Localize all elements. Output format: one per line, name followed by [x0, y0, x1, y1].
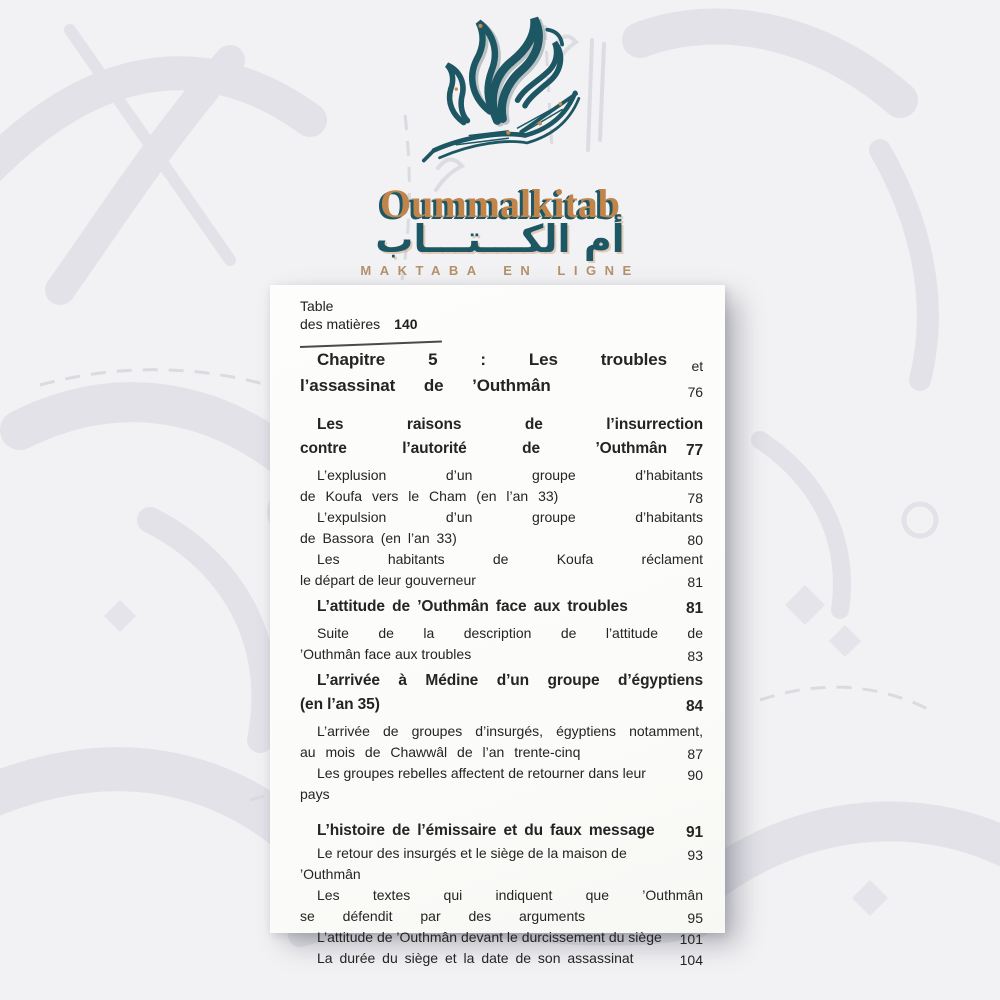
- toc-entry-text: le départ de leur gouverneur: [300, 572, 476, 588]
- toc-line: [300, 742, 703, 763]
- toc-entry-text: Les groupes rebelles affectent de retourner dans leur pays: [300, 765, 646, 802]
- toc-line: [300, 465, 703, 486]
- toc-line: [300, 927, 703, 948]
- toc-page-number: 81: [687, 574, 703, 590]
- toc-line: [300, 413, 703, 437]
- toc-line: [300, 885, 703, 906]
- toc-entry-text: contre l’autorité de ’Outhmân: [300, 440, 667, 457]
- toc-entry-text: L’explusion d’un groupe d’habitants: [317, 467, 703, 483]
- brand-name-arabic: أم الكـــتـــاب: [375, 217, 625, 261]
- toc-page-number: 87: [687, 746, 703, 762]
- toc-entry-text: Les habitants de Koufa réclament: [317, 551, 703, 567]
- toc-line: [300, 528, 703, 549]
- toc-line: [300, 549, 703, 570]
- toc-page-number: 80: [687, 532, 703, 548]
- toc-page-number: 104: [679, 952, 703, 968]
- toc-header-line2: des matières: [300, 316, 381, 332]
- brand-name: Oummalkitab: [379, 181, 621, 226]
- toc-line: [300, 644, 703, 665]
- toc-entry-text: La durée du siège et la date de son assassinat: [317, 950, 634, 966]
- toc-line: [300, 843, 703, 885]
- toc-list: [300, 347, 703, 969]
- toc-line: [300, 437, 703, 461]
- toc-line: [300, 347, 703, 373]
- toc-total-pages: 140: [394, 316, 418, 332]
- toc-page-number: 77: [685, 442, 703, 459]
- toc-line: [300, 486, 703, 507]
- toc-line: [300, 721, 703, 742]
- toc-line: [300, 763, 703, 805]
- toc-line: [300, 595, 703, 619]
- toc-entry-text: L’expulsion d’un groupe d’habitants: [317, 509, 703, 525]
- toc-entry-text: de Bassora (en l’an 33): [300, 530, 457, 546]
- toc-line: [300, 570, 703, 591]
- toc-line: [300, 669, 703, 693]
- toc-entry-text: L’attitude de ’Outhmân devant le durcissement du siège: [317, 929, 662, 945]
- toc-entry-text: ’Outhmân face aux troubles: [300, 646, 472, 662]
- toc-entry-text: Chapitre 5 : Les troubles: [317, 350, 667, 369]
- toc-entry-text: se défendit par des arguments: [300, 908, 586, 924]
- toc-page-number: 84: [685, 698, 703, 715]
- toc-page-number: et: [691, 358, 703, 374]
- toc-line: [300, 623, 703, 644]
- toc-page-number: 101: [679, 931, 703, 947]
- toc-scanned-page: [270, 285, 725, 968]
- toc-line: [300, 507, 703, 528]
- toc-entry-text: (en l’an 35): [300, 696, 380, 713]
- toc-page-number: 95: [687, 910, 703, 926]
- toc-page-number: 78: [687, 490, 703, 506]
- toc-line: [300, 819, 703, 843]
- brand-tagline: MAKTABA EN LIGNE: [360, 263, 640, 278]
- toc-header-line1: Table: [300, 298, 334, 314]
- toc-entry-text: de Koufa vers le Cham (en l’an 33): [300, 488, 559, 504]
- toc-entry-text: L’arrivée à Médine d’un groupe d’égyptiens: [317, 672, 703, 689]
- toc-line: [300, 693, 703, 717]
- toc-page-number: 93: [687, 847, 703, 863]
- toc-page-number: 83: [687, 648, 703, 664]
- toc-line: [300, 906, 703, 927]
- toc-entry-text: L’arrivée de groupes d’insurgés, égyptiens notamment,: [317, 723, 703, 739]
- toc-page-number: 91: [685, 824, 703, 841]
- toc-line: [300, 373, 703, 399]
- toc-page-number: 81: [685, 600, 703, 617]
- toc-header: [300, 297, 703, 333]
- toc-entry-text: Les textes qui indiquent que ’Outhmân: [317, 887, 703, 903]
- toc-page-number: 90: [687, 767, 703, 783]
- toc-entry-text: l’assassinat de ’Outhmân: [300, 376, 551, 395]
- toc-entry-text: Suite de la description de l’attitude de: [317, 625, 703, 641]
- toc-entry-text: L’histoire de l’émissaire et du faux message: [317, 822, 655, 839]
- toc-entry-text: L’attitude de ’Outhmân face aux troubles: [317, 598, 628, 615]
- calligraphy-quill-book-icon: [408, 6, 603, 174]
- toc-entry-text: Les raisons de l’insurrection: [317, 416, 703, 433]
- toc-line: [300, 948, 703, 969]
- toc-entry-text: au mois de Chawwâl de l’an trente-cinq: [300, 744, 581, 760]
- toc-entry-text: Le retour des insurgés et le siège de la maison de ’Outhmân: [300, 845, 627, 882]
- toc-page-number: 76: [687, 384, 703, 400]
